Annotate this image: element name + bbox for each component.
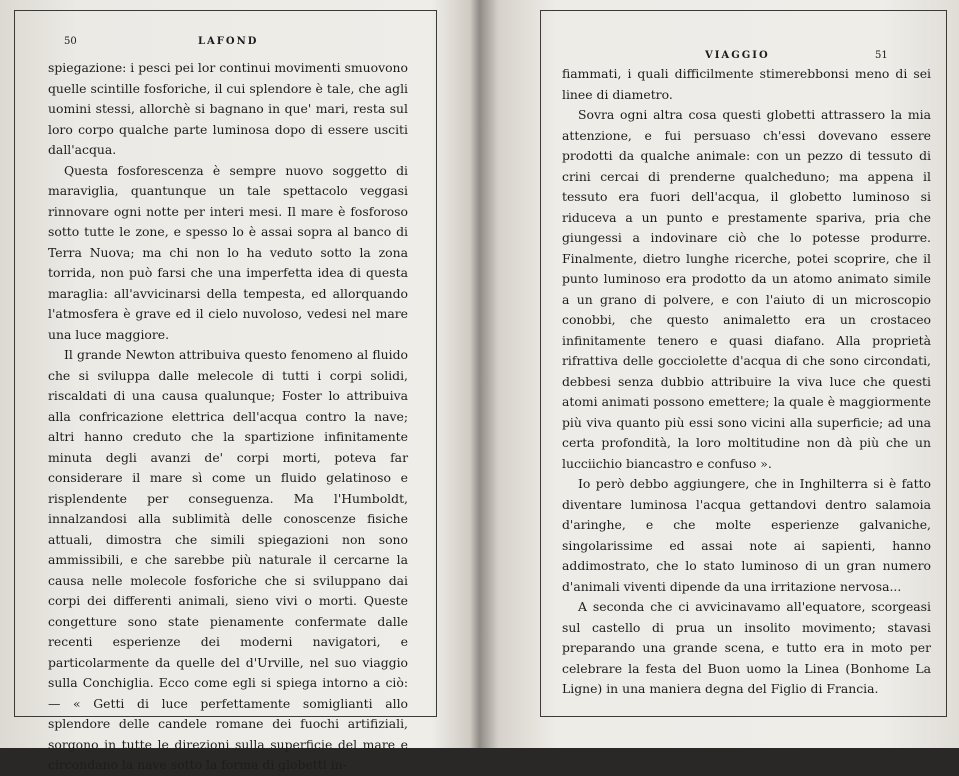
right-page <box>480 0 959 748</box>
paragraph: fiammati, i quali difficilmente stimerebbonsi meno di sei linee di diametro. <box>562 66 931 102</box>
left-page <box>0 0 480 772</box>
body-text <box>48 58 408 776</box>
paragraph: Questa fosforescenza è sempre nuovo soggetto di maraviglia, quantunque un tale spettacolo veggasi rinnovare ogni notte per interi mesi. Il mare è fosforoso sotto tutte le zone, e spesso lo è assai sopra al banco di Terra Nuova; ma chi non lo ha veduto sotto la zona torrida, non può farsi che una imperfetta idea di questa maraglia: all'avvicinarsi della tempesta, ed allorquando l'atmosfera è grave ed il cielo nuvoloso, vedesi nel mare una luce maggiore. <box>48 162 408 342</box>
body-text <box>562 64 931 700</box>
page-number: 50 <box>64 36 77 47</box>
paragraph: Io però debbo aggiungere, che in Inghilterra si è fatto diventare luminosa l'acqua gettandovi dentro salamoia d'aringhe, e che molte esperienze galvaniche, singolarissime ed assai note ai sapienti, hanno addimostrato, che lo stato luminoso di un gran numero d'animali viventi dipende da una irritazione nervosa... <box>562 476 931 594</box>
paragraph: A seconda che ci avvicinavamo all'equatore, scorgeasi sul castello di prua un insolito movimento; stavasi preparando una grande scena, e tutto era in moto per celebrare la festa del Buon uomo la Linea (Bonhome La Ligne) in una maniera degna del Figlio di Francia. <box>562 599 931 696</box>
paragraph: Il grande Newton attribuiva questo fenomeno al fluido che si sviluppa dalle melecole di tutti i corpi solidi, riscaldati di una causa qualunque; Foster lo attribuiva alla confricazione elettrica dell'acqua contro la nave; altri hanno creduto che la spartizione infinitamente minuta degli avanzi de' corpi morti, poteva far considerare il mare sì come un fluido gelatinoso e risplendente per conseguenza. Ma l'Humboldt, innalzandosi alla sublimità delle conoscenze fisiche attuali, dimostra che simili spiegazioni non sono ammissibili, e che sarebbe più naturale il cercarne la causa nelle molecole fosforiche che si sviluppano dai corpi dei differenti animali, sieno vivi o morti. Queste congetture sono state pienamente confermate dalle recenti esperienze dei moderni navigatori, e particolarmente da quelle del d'Urville, nel suo viaggio sulla Conchiglia. Ecco come egli si spiega intorno a ciò: — « Getti di luce perfettamente somiglianti allo splendore delle candele romane dei fuochi artifiziali, sorgono in tutte le direzioni sulla superficie del mare e circondano la nave sotto la forma di globetti in- <box>48 347 408 772</box>
running-head: LAFOND <box>198 36 259 47</box>
paragraph: Sovra ogni altra cosa questi globetti attrassero la mia attenzione, e fui persuaso ch'essi dovevano essere prodotti da qualche animale: con un pezzo di tessuto di crini cercai di prenderne qualcheduno; ma appena il tessuto era fuori dell'acqua, il globetto luminoso si riduceva a un punto e prestamente spariva, pria che giungessi a indovinare ciò che lo potesse produrre. Finalmente, dietro lunghe ricerche, potei scoprire, che il punto luminoso era prodotto da un atomo animato simile a un grano di polvere, e con l'aiuto di un microscopio conobbi, che questo animaletto era un crostaceo infinitamente tenero e quasi diafano. Alla proprietà rifrattiva delle gocciolette d'acqua di che sono circondati, debbesi senza dubbio attribuire la viva luce che questi atomi animati possono emettere; la quale è maggiormente più viva quanto più essi sono vicini alla superficie; ad una certa profondità, la loro moltitudine non dà più che un lucciichio biancastro e confuso ». <box>562 107 931 471</box>
page-number: 51 <box>875 50 888 61</box>
running-head: VIAGGIO <box>705 50 770 61</box>
paragraph: spiegazione: i pesci pei lor continui movimenti smuovono quelle scintille fosforiche, il cui splendore è tale, che agli uomini stessi, allorchè si bagnano in que' mari, resta sul loro corpo qualche parte luminosa dopo di essere usciti dall'acqua. <box>48 60 408 157</box>
